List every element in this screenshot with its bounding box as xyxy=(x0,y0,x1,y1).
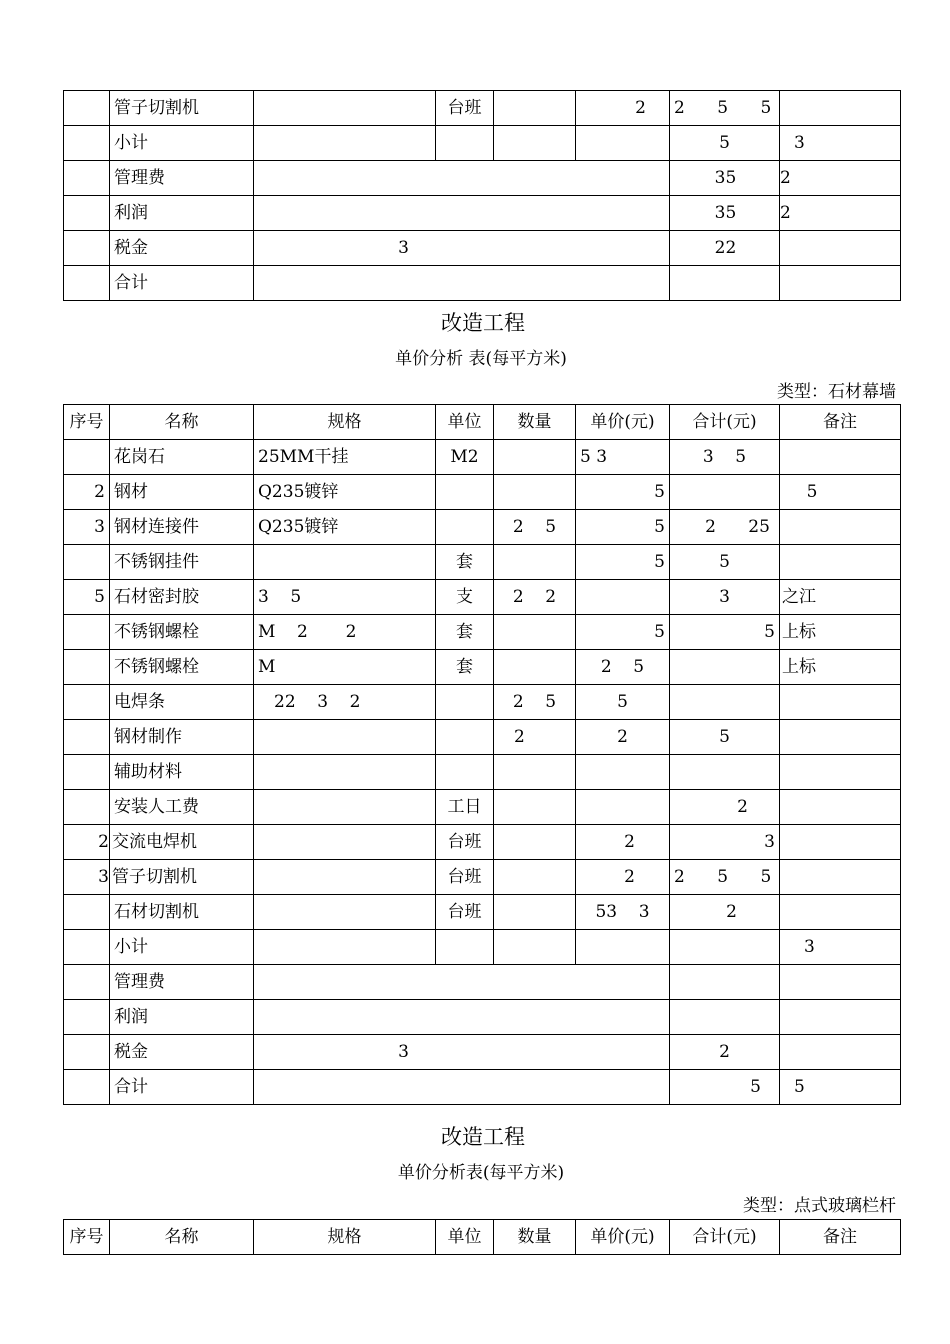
merged-cell xyxy=(254,1070,670,1105)
item-spec: 25MM干挂 xyxy=(254,440,436,475)
item-unit xyxy=(436,510,494,545)
item-qty xyxy=(494,615,576,650)
item-name: 利润 xyxy=(110,1000,254,1035)
row-no: 2 xyxy=(64,825,110,860)
item-name: 花岗石 xyxy=(110,440,254,475)
item-price xyxy=(576,126,670,161)
table-row xyxy=(64,266,901,301)
merged-cell xyxy=(254,1000,670,1035)
item-name: 石材密封胶 xyxy=(110,580,254,615)
item-spec xyxy=(254,91,436,126)
row-no xyxy=(64,1035,110,1070)
item-name: 管理费 xyxy=(110,965,254,1000)
item-price xyxy=(576,790,670,825)
item-price: 2 xyxy=(576,720,670,755)
merged-cell xyxy=(254,196,670,231)
table-row xyxy=(64,685,901,720)
item-unit: 套 xyxy=(436,615,494,650)
table-row xyxy=(64,1000,901,1035)
item-note xyxy=(780,895,901,930)
item-total: 2 25 xyxy=(670,510,780,545)
item-total: 5 xyxy=(670,1070,780,1105)
section-title: 改造工程 xyxy=(441,311,525,335)
table-row xyxy=(64,196,901,231)
row-no xyxy=(64,615,110,650)
item-note xyxy=(780,440,901,475)
table-row xyxy=(64,965,901,1000)
item-qty xyxy=(494,545,576,580)
row-no xyxy=(64,91,110,126)
item-note xyxy=(780,545,901,580)
item-unit: 台班 xyxy=(436,895,494,930)
header-unit: 单位 xyxy=(436,1220,494,1255)
item-name: 管子切割机 xyxy=(110,91,254,126)
row-no: 3 xyxy=(64,860,110,895)
item-total: 5 xyxy=(670,720,780,755)
row-no xyxy=(64,161,110,196)
item-qty xyxy=(494,860,576,895)
item-name: 交流电焊机 xyxy=(110,825,254,860)
merged-cell: 3 xyxy=(254,1035,670,1070)
item-spec xyxy=(254,720,436,755)
item-unit xyxy=(436,685,494,720)
row-no xyxy=(64,231,110,266)
item-note xyxy=(780,825,901,860)
header-total: 合计(元) xyxy=(670,1220,780,1255)
header-spec: 规格 xyxy=(254,1220,436,1255)
table-row xyxy=(64,930,901,965)
item-name: 管理费 xyxy=(110,161,254,196)
item-unit: 支 xyxy=(436,580,494,615)
item-total: 2 5 5 xyxy=(670,860,780,895)
item-note xyxy=(780,790,901,825)
item-qty: 2 5 xyxy=(494,685,576,720)
table-row xyxy=(64,895,901,930)
item-note: 3 xyxy=(780,930,901,965)
header-row xyxy=(64,405,901,440)
item-note: 2 xyxy=(780,196,901,231)
item-total: 3 xyxy=(670,825,780,860)
row-no xyxy=(64,965,110,1000)
row-no xyxy=(64,685,110,720)
item-price: 5 xyxy=(576,685,670,720)
item-price: 2 xyxy=(576,825,670,860)
item-price xyxy=(576,755,670,790)
row-no: 2 xyxy=(64,475,110,510)
item-note xyxy=(780,1000,901,1035)
item-unit xyxy=(436,126,494,161)
header-total: 合计(元) xyxy=(670,405,780,440)
item-total xyxy=(670,475,780,510)
item-name: 税金 xyxy=(110,231,254,266)
table-row xyxy=(64,475,901,510)
item-total: 2 xyxy=(670,895,780,930)
header-price: 单价(元) xyxy=(576,1220,670,1255)
section-subtitle: 单价分析 表(每平方米) xyxy=(395,349,567,369)
header-unit: 单位 xyxy=(436,405,494,440)
item-total: 35 xyxy=(670,196,780,231)
item-total xyxy=(670,650,780,685)
item-price: 5 xyxy=(576,510,670,545)
merged-cell xyxy=(254,965,670,1000)
item-name: 小计 xyxy=(110,930,254,965)
item-note: 5 xyxy=(780,1070,901,1105)
item-spec xyxy=(254,895,436,930)
item-unit: 套 xyxy=(436,545,494,580)
item-note xyxy=(780,1035,901,1070)
item-unit xyxy=(436,755,494,790)
item-total xyxy=(670,266,780,301)
item-price xyxy=(576,580,670,615)
item-total: 3 5 xyxy=(670,440,780,475)
item-price: 2 xyxy=(576,860,670,895)
item-note: 3 xyxy=(780,126,901,161)
item-total xyxy=(670,930,780,965)
table-row xyxy=(64,510,901,545)
item-price: 5 3 xyxy=(576,440,670,475)
item-name: 钢材 xyxy=(110,475,254,510)
item-spec xyxy=(254,825,436,860)
item-note xyxy=(780,755,901,790)
item-price: 2 5 xyxy=(576,650,670,685)
type-label: 类型：石材幕墙 xyxy=(777,382,896,402)
table-row xyxy=(64,615,901,650)
header-no: 序号 xyxy=(64,405,110,440)
item-name: 税金 xyxy=(110,1035,254,1070)
header-qty: 数量 xyxy=(494,1220,576,1255)
item-name: 石材切割机 xyxy=(110,895,254,930)
item-unit xyxy=(436,720,494,755)
header-no: 序号 xyxy=(64,1220,110,1255)
row-no xyxy=(64,720,110,755)
item-note: 上标 xyxy=(780,650,901,685)
item-note xyxy=(780,91,901,126)
item-total: 2 5 5 xyxy=(670,91,780,126)
item-name: 钢材制作 xyxy=(110,720,254,755)
table-row xyxy=(64,126,901,161)
item-name: 辅助材料 xyxy=(110,755,254,790)
item-spec: 22 3 2 xyxy=(254,685,436,720)
row-no xyxy=(64,440,110,475)
header-spec: 规格 xyxy=(254,405,436,440)
merged-cell xyxy=(254,266,670,301)
merged-cell xyxy=(254,161,670,196)
item-price: 2 xyxy=(576,91,670,126)
item-total: 5 xyxy=(670,126,780,161)
header-qty: 数量 xyxy=(494,405,576,440)
header-row xyxy=(64,1220,901,1255)
item-qty xyxy=(494,650,576,685)
item-spec xyxy=(254,930,436,965)
item-unit: 工日 xyxy=(436,790,494,825)
item-name: 小计 xyxy=(110,126,254,161)
item-total: 3 xyxy=(670,580,780,615)
item-price: 5 xyxy=(576,475,670,510)
type-label: 类型：点式玻璃栏杆 xyxy=(743,1196,896,1216)
section-title: 改造工程 xyxy=(441,1125,525,1149)
item-price: 5 xyxy=(576,615,670,650)
item-name: 不锈钢挂件 xyxy=(110,545,254,580)
item-qty: 2 2 xyxy=(494,580,576,615)
row-no xyxy=(64,790,110,825)
item-note: 2 xyxy=(780,161,901,196)
item-note: 上标 xyxy=(780,615,901,650)
item-qty xyxy=(494,755,576,790)
table-row xyxy=(64,231,901,266)
item-note xyxy=(780,720,901,755)
item-note xyxy=(780,860,901,895)
row-no xyxy=(64,1070,110,1105)
item-unit xyxy=(436,475,494,510)
item-unit: 台班 xyxy=(436,825,494,860)
item-qty xyxy=(494,930,576,965)
header-name: 名称 xyxy=(110,1220,254,1255)
table-row xyxy=(64,161,901,196)
table-row xyxy=(64,825,901,860)
item-total: 5 xyxy=(670,615,780,650)
item-qty xyxy=(494,790,576,825)
table-row xyxy=(64,720,901,755)
item-spec: M xyxy=(254,650,436,685)
row-no xyxy=(64,930,110,965)
item-note xyxy=(780,510,901,545)
item-spec xyxy=(254,790,436,825)
item-spec xyxy=(254,860,436,895)
item-total xyxy=(670,965,780,1000)
cost-table-stone-curtain-wall xyxy=(63,404,901,1105)
table-row xyxy=(64,860,901,895)
item-total xyxy=(670,755,780,790)
cost-table-glass-railing xyxy=(63,1219,901,1255)
item-total: 22 xyxy=(670,231,780,266)
item-note xyxy=(780,685,901,720)
item-spec xyxy=(254,126,436,161)
item-qty xyxy=(494,475,576,510)
row-no xyxy=(64,266,110,301)
merged-cell: 3 xyxy=(254,231,670,266)
item-note xyxy=(780,965,901,1000)
row-no xyxy=(64,650,110,685)
item-unit: 台班 xyxy=(436,860,494,895)
item-note: 5 xyxy=(780,475,901,510)
item-total: 2 xyxy=(670,1035,780,1070)
table-row xyxy=(64,580,901,615)
item-spec xyxy=(254,755,436,790)
item-name: 不锈钢螺栓 xyxy=(110,650,254,685)
item-unit: 套 xyxy=(436,650,494,685)
item-name: 利润 xyxy=(110,196,254,231)
item-name: 合计 xyxy=(110,266,254,301)
table-row xyxy=(64,755,901,790)
item-qty: 2 5 xyxy=(494,510,576,545)
item-total: 35 xyxy=(670,161,780,196)
row-no xyxy=(64,1000,110,1035)
header-price: 单价(元) xyxy=(576,405,670,440)
table-row xyxy=(64,440,901,475)
row-no: 5 xyxy=(64,580,110,615)
item-price: 53 3 xyxy=(576,895,670,930)
row-no xyxy=(64,196,110,231)
item-spec: M 2 2 xyxy=(254,615,436,650)
row-no xyxy=(64,895,110,930)
item-name: 钢材连接件 xyxy=(110,510,254,545)
item-qty xyxy=(494,825,576,860)
item-name: 安装人工费 xyxy=(110,790,254,825)
item-price xyxy=(576,930,670,965)
cost-table-top xyxy=(63,90,901,301)
table-row xyxy=(64,650,901,685)
item-total: 2 xyxy=(670,790,780,825)
row-no xyxy=(64,755,110,790)
item-total xyxy=(670,685,780,720)
item-unit xyxy=(436,930,494,965)
row-no xyxy=(64,126,110,161)
header-note: 备注 xyxy=(780,405,901,440)
item-spec: 3 5 xyxy=(254,580,436,615)
item-qty xyxy=(494,91,576,126)
header-note: 备注 xyxy=(780,1220,901,1255)
section-subtitle: 单价分析表(每平方米) xyxy=(397,1163,565,1183)
item-name: 电焊条 xyxy=(110,685,254,720)
table-row xyxy=(64,91,901,126)
item-unit: M2 xyxy=(436,440,494,475)
item-spec: Q235镀锌 xyxy=(254,475,436,510)
item-total: 5 xyxy=(670,545,780,580)
item-name: 管子切割机 xyxy=(110,860,254,895)
table-row xyxy=(64,1035,901,1070)
item-spec: Q235镀锌 xyxy=(254,510,436,545)
item-unit: 台班 xyxy=(436,91,494,126)
item-qty: 2 xyxy=(494,720,576,755)
header-name: 名称 xyxy=(110,405,254,440)
item-total xyxy=(670,1000,780,1035)
row-no xyxy=(64,545,110,580)
item-price: 5 xyxy=(576,545,670,580)
item-spec xyxy=(254,545,436,580)
item-note: 之江 xyxy=(780,580,901,615)
item-name: 合计 xyxy=(110,1070,254,1105)
item-qty xyxy=(494,126,576,161)
item-name: 不锈钢螺栓 xyxy=(110,615,254,650)
item-note xyxy=(780,266,901,301)
item-qty xyxy=(494,440,576,475)
table-row xyxy=(64,545,901,580)
table-row xyxy=(64,1070,901,1105)
item-qty xyxy=(494,895,576,930)
table-row xyxy=(64,790,901,825)
row-no: 3 xyxy=(64,510,110,545)
item-note xyxy=(780,231,901,266)
